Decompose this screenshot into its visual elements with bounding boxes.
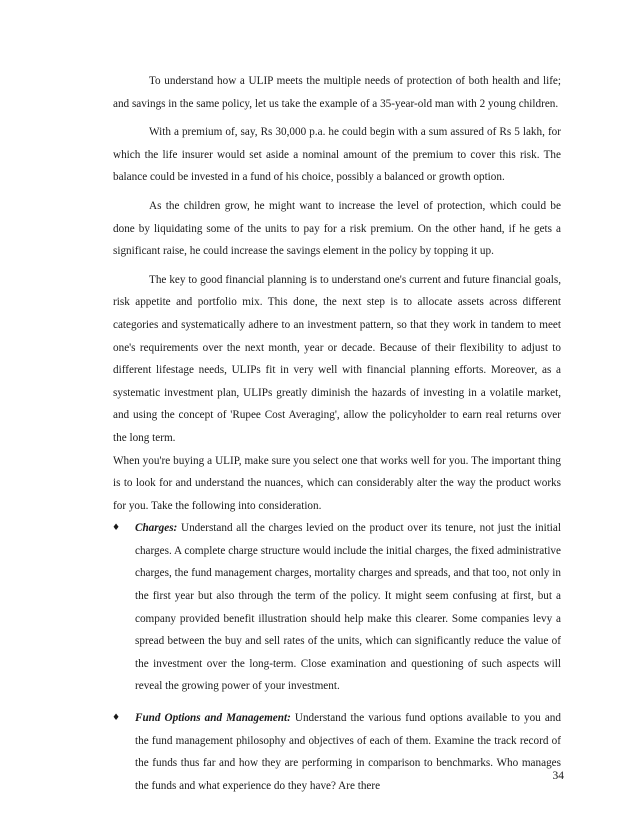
- bullet-text-fund-options: Understand the various fund options available to you and the fund management philosophy and objectives of each of them. Examine the track record of the funds thus far and how they are performing in comparison to benchmarks. Who manages the funds and what experience do they have? Are there: [135, 712, 561, 792]
- paragraph-children-grow: As the children grow, he might want to increase the level of protection, which could be done by liquidating some of the units to pay for a risk premium. On the other hand, if he gets a significant raise, he could increase the savings element in the policy by topping it up.: [113, 199, 561, 258]
- page-body: [113, 70, 561, 806]
- paragraph-financial-planning: The key to good financial planning is to understand one's current and future financial goals, risk appetite and portfolio mix. This done, the next step is to allocate assets across different categories and systematically adhere to an investment pattern, so that they work in tandem to meet one's requirements over the next month, year or decade. Because of their flexibility to adjust to different lifestage needs, ULIPs fit in very well with financial planning efforts. Moreover, as a systematic investment plan, ULIPs greatly diminish the hazards of investing in a volatile market, and using the concept of 'Rupee Cost Averaging', allow the policyholder to earn real returns over the long term.: [113, 273, 561, 444]
- list-item-fund-options: [113, 707, 561, 797]
- consideration-list: [113, 517, 561, 797]
- page-number: 34: [552, 770, 564, 782]
- bullet-title-charges: Charges:: [135, 522, 178, 535]
- list-item-charges: [113, 517, 561, 698]
- bullet-title-fund-options: Fund Options and Management:: [135, 712, 291, 725]
- paragraph-ulip-example: To understand how a ULIP meets the multiple needs of protection of both health and life; and savings in the same policy, let us take the example of a 35-year-old man with 2 young children.: [113, 75, 561, 110]
- diamond-bullet-icon: ♦: [112, 523, 121, 534]
- paragraph-buying-ulip: When you're buying a ULIP, make sure you select one that works well for you. The important thing is to look for and understand the nuances, which can considerably alter the way the product works for you. Take the following into consideration.: [113, 454, 561, 512]
- paragraph-premium-example: With a premium of, say, Rs 30,000 p.a. he could begin with a sum assured of Rs 5 lakh, for which the life insurer would set aside a nominal amount of the premium to cover this risk. The balance could be invested in a fund of his choice, possibly a balanced or growth option.: [113, 126, 561, 184]
- bullet-text-charges: Understand all the charges levied on the product over its tenure, not just the initial charges. A complete charge structure would include the initial charges, the fixed administrative charges, the fund management charges, mortality charges and spreads, and that too, not only in the first year but also through the term of the policy. It might seem confusing at first, but a company provided benefit illustration should help make this clearer. Some companies levy a spread between the buy and sell rates of the units, which can significantly reduce the value of the investment over the long-term. Close examination and questioning of such aspects will reveal the growing power of your investment.: [135, 522, 561, 693]
- diamond-bullet-icon: ♦: [112, 713, 121, 724]
